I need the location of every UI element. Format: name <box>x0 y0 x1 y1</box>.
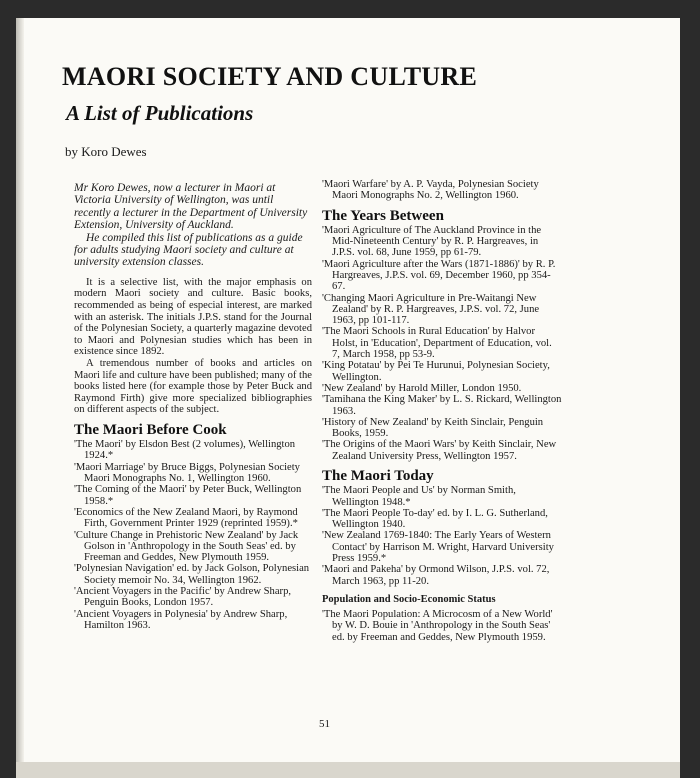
list-item: 'Changing Maori Agriculture in Pre-Waitangi New Zealand' by R. P. Hargreaves, J.P.S. vol. 72, June 1963, pp 101-117. <box>322 292 540 327</box>
list-item: 'The Coming of the Maori' by Peter Buck, Wellington 1958.* <box>74 484 302 507</box>
list-item: 'New Zealand' by Harold Miller, London 1950. <box>322 382 522 394</box>
list-item: 'New Zealand 1769-1840: The Early Years of Western Contact' by Harrison M. Wright, Harvard University Press 1959.* <box>322 530 554 565</box>
section-heading-maori-today: The Maori Today <box>322 468 434 485</box>
list-item: 'Maori and Pakeha' by Ormond Wilson, J.P.S. vol. 72, March 1963, pp 11-20. <box>322 564 550 587</box>
list-item: 'Culture Change in Prehistoric New Zealand' by Jack Golson in 'Anthropology in the South Seas' ed. by Freeman and Geddes, New Plymouth 1959. <box>74 529 299 564</box>
list-item: 'The Maori People and Us' by Norman Smith, Wellington 1948.* <box>322 485 516 508</box>
list-item: 'Maori Agriculture of The Auckland Province in the Mid-Nineteenth Century' by R. P. Hargreaves, in J.P.S. vol. 68, June 1959, pp 61-79. <box>322 224 542 259</box>
page-bottom-edge <box>16 762 680 778</box>
right-column <box>322 179 562 643</box>
list-item: 'The Maori Population: A Microcosm of a New World' by W. D. Bouie in 'Anthropology in the South Seas' ed. by Freeman and Geddes, New Plymouth 1959. <box>322 609 553 643</box>
list-item: 'History of New Zealand' by Keith Sinclair, Penguin Books, 1959. <box>322 416 544 440</box>
intro-paragraph: Mr Koro Dewes, now a lecturer in Maori at Victoria University of Wellington, was until recently a lecturer in the Department of University Extension, University of Auckland. <box>74 182 308 232</box>
entry-list-population <box>322 609 562 643</box>
list-item: 'The Origins of the Maori Wars' by Keith Sinclair, New Zealand University Press, Wellington 1957. <box>322 439 557 462</box>
list-item: 'Maori Agriculture after the Wars (1871-1886)' by R. P. Hargreaves, J.P.S. vol. 69, December 1960, pp 354-67. <box>322 258 556 293</box>
list-item: 'Economics of the New Zealand Maori, by Raymond Firth, Government Printer 1929 (reprinted 1959).* <box>74 506 298 530</box>
subsection-heading-population: Population and Socio-Economic Status <box>322 593 496 605</box>
byline: by Koro Dewes <box>65 144 147 159</box>
entry-list-before-cook <box>74 439 312 631</box>
introduction-body <box>74 277 312 416</box>
list-item: 'The Maori Schools in Rural Education' by Halvor Holst, in 'Education', Department of Education, vol. 7, March 1958, pp 53-9. <box>322 326 552 361</box>
entry-list-years-between <box>322 225 562 462</box>
list-item: 'Ancient Voyagers in the Pacific' by Andrew Sharp, Penguin Books, London 1957. <box>74 586 292 609</box>
binding-edge <box>16 18 24 762</box>
list-item: 'King Potatau' by Pei Te Hurunui, Polynesian Society, Wellington. <box>322 360 550 383</box>
section-heading-years-between: The Years Between <box>322 207 444 224</box>
article-subtitle: A List of Publications <box>66 101 254 125</box>
list-item: 'Maori Warfare' by A. P. Vayda, Polynesian Society Maori Monographs No. 2, Wellington 1960. <box>322 179 539 202</box>
article-title: MAORI SOCIETY AND CULTURE <box>62 62 478 91</box>
list-item: 'Polynesian Navigation' ed. by Jack Golson, Polynesian Society memoir No. 34, Wellington 1962. <box>74 563 310 586</box>
entry-list-maori-today <box>322 485 562 587</box>
entry-list-continued <box>322 179 562 202</box>
section-heading-before-cook: The Maori Before Cook <box>74 421 227 438</box>
body-paragraph: A tremendous number of books and articles on Maori life and culture have been published; many of the books listed here (for example those by Peter Buck and Raymond Firth) give more specialized bibliographies on different aspects of the subject. <box>74 358 312 416</box>
list-item: 'Tamihana the King Maker' by L. S. Rickard, Wellington 1963. <box>322 394 562 417</box>
list-item: 'The Maori' by Elsdon Best (2 volumes), Wellington 1924.* <box>74 439 296 462</box>
list-item: 'Ancient Voyagers in Polynesia' by Andrew Sharp, Hamilton 1963. <box>74 608 288 631</box>
author-intro <box>74 182 312 269</box>
left-column <box>74 182 312 631</box>
body-paragraph: It is a selective list, with the major emphasis on modern Maori society and culture. Basic books, recommended as being of especial interest, are marked with an asterisk. The initials J.P.S. stand for the Journal of the Polynesian Society, a quarterly magazine devoted to Maori and Polynesian studies which has been in existence since 1892. <box>74 276 312 358</box>
list-item: 'The Maori People To-day' ed. by I. L. G. Sutherland, Wellington 1940. <box>322 507 548 531</box>
page-number: 51 <box>319 718 330 730</box>
list-item: 'Maori Marriage' by Bruce Biggs, Polynesian Society Maori Monographs No. 1, Wellington 1960. <box>74 461 300 485</box>
intro-paragraph: He compiled this list of publications as a guide for adults studying Maori society and culture at university extension classes. <box>74 231 303 269</box>
